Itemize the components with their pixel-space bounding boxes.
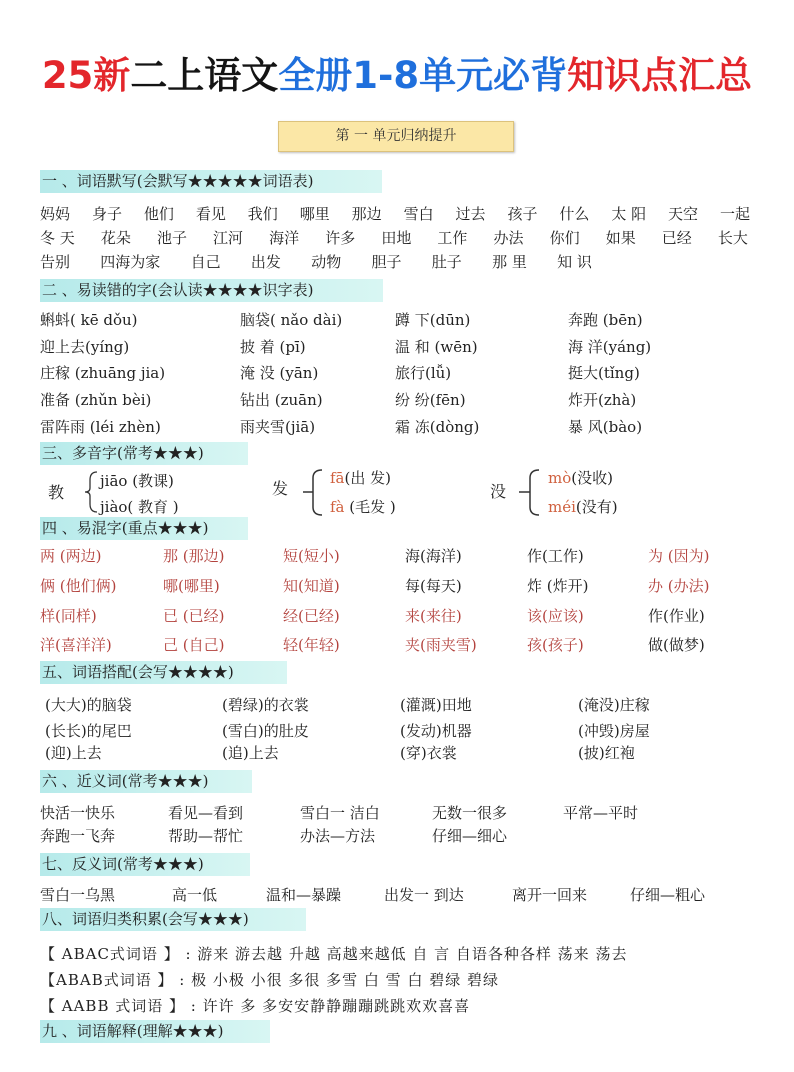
confusable-char: 两 (两边): [40, 547, 102, 565]
vocab-word: 什么: [559, 205, 590, 223]
polyphone-char-fa: 发: [272, 479, 289, 498]
collocation: (披)红袍: [578, 744, 635, 762]
example-word: (毛发 ): [344, 498, 396, 516]
word-pattern-line: [40, 944, 627, 964]
confusable-row-4: [40, 635, 758, 655]
synonym-pair: 奔跑一飞奔: [40, 827, 116, 845]
polyphone-reading: [330, 497, 396, 517]
confusable-char: 来(来往): [405, 607, 462, 625]
confusable-char: 夹(雨夹雪): [405, 636, 477, 654]
confusable-char: 俩 (他们俩): [40, 577, 117, 595]
polyphone-reading: [330, 468, 391, 488]
confusable-char: 该(应该): [527, 607, 584, 625]
confusable-char: 孩(孩子): [527, 636, 584, 654]
confusable-row-1: [40, 546, 758, 566]
confusable-char: 每(每天): [405, 577, 462, 595]
confusable-row-3: [40, 606, 758, 626]
confusable-char: 经(已经): [283, 607, 340, 625]
word-pattern-line: [40, 970, 499, 990]
antonym-pair: 出发一 到达: [384, 886, 464, 904]
synonym-row-2: [40, 826, 713, 846]
dictation-line-1: [40, 204, 750, 224]
collocation: (发动)机器: [400, 722, 472, 740]
confusable-char: 炸 (炸开): [527, 577, 589, 595]
collocation: (冲毁)房屋: [578, 722, 650, 740]
bracket-mei: [519, 470, 539, 515]
synonym-pair: 看见—看到: [168, 804, 244, 822]
synonym-pair: 雪白一 洁白: [300, 804, 380, 822]
collocation: (淹没)庄稼: [578, 696, 650, 714]
section-heading-word-patterns: 八、词语归类积累(会写★★★): [40, 908, 306, 931]
confusable-char: 哪(哪里): [163, 577, 220, 595]
vocab-word: 四海为家: [100, 253, 161, 271]
pinyin: fà: [330, 498, 345, 516]
collocation-row-3: [45, 743, 748, 763]
vocab-word: 你们: [549, 229, 580, 247]
pinyin-entry: 温 和 (wēn): [395, 338, 478, 356]
polyphone-char-mei: 没: [490, 482, 507, 501]
vocab-word: 知 识: [557, 253, 592, 271]
word-pattern-label: 【 AABB 式词语 】: [40, 997, 186, 1015]
vocab-word: 看见: [195, 205, 226, 223]
confusable-char: 轻(年轻): [283, 636, 340, 654]
pinyin-entry: 雷阵雨 (léi zhèn): [40, 418, 161, 436]
vocab-word: 哪里: [299, 205, 330, 223]
confusable-char: 作(作业): [648, 607, 705, 625]
title-part-summary: 知识点汇总: [567, 54, 753, 97]
section-heading-pronunciation: 二 、易读错的字(会认读★★★★识字表): [40, 279, 383, 302]
vocab-word: 一起: [719, 205, 750, 223]
example-word: (没收): [571, 469, 613, 487]
vocab-word: 江河: [213, 229, 244, 247]
dictation-line-2: [40, 228, 748, 248]
vocab-word: 工作: [437, 229, 468, 247]
pinyin-entry: 准备 (zhǔn bèi): [40, 391, 152, 409]
vocab-word: 告别: [40, 253, 71, 271]
unit-title-box: 第 一 单元归纳提升: [278, 121, 514, 152]
pinyin: méi: [548, 498, 576, 516]
section-heading-confusables: 四 、易混字(重点★★★): [40, 517, 248, 540]
pinyin-entry: 奔跑 (bēn): [568, 311, 643, 329]
polyphone-reading: jiāo (教课): [100, 472, 174, 490]
vocab-word: 花朵: [100, 229, 131, 247]
antonym-pair: 高一低: [172, 886, 218, 904]
pinyin-entry: 蝌蚪( kē dǒu): [40, 311, 138, 329]
pinyin-entry: 披 着 (pī): [240, 338, 306, 356]
pinyin-entry: 淹 没 (yān): [240, 364, 319, 382]
vocab-word: 天空: [668, 205, 699, 223]
vocab-word: 肚子: [431, 253, 462, 271]
page-title: [0, 52, 794, 100]
antonym-pair: 仔细—粗心: [630, 886, 706, 904]
dictation-line-3: [40, 252, 592, 272]
pinyin-entry: 炸开(zhà): [568, 391, 637, 409]
pinyin-entry: 迎上去(yíng): [40, 338, 130, 356]
vocab-word: 那边: [351, 205, 382, 223]
polyphone-reading: [548, 468, 613, 488]
vocab-word: 孩子: [507, 205, 538, 223]
pronunciation-row-3: [40, 363, 728, 383]
collocation: (大大)的脑袋: [45, 696, 132, 714]
bracket-fa: [303, 470, 322, 515]
pronunciation-row-2: [40, 337, 728, 357]
vocab-word: 过去: [455, 205, 486, 223]
word-pattern-label: 【ABAB式词语 】: [40, 971, 174, 989]
pinyin-entry: 暴 风(bào): [568, 418, 643, 436]
pinyin-entry: 庄稼 (zhuāng jia): [40, 364, 166, 382]
section-heading-word-explanations: 九 、词语解释(理解★★★): [40, 1020, 270, 1043]
pronunciation-row-5: [40, 417, 728, 437]
section-heading-antonyms: 七、反义词(常考★★★): [40, 853, 250, 876]
pinyin-entry: 挺大(tǐng): [568, 364, 640, 382]
pinyin-entry: 蹲 下(dūn): [395, 311, 471, 329]
vocab-word: 如果: [605, 229, 636, 247]
confusable-char: 己 (自己): [163, 636, 225, 654]
title-part-grade: 二上语文: [130, 54, 279, 97]
vocab-word: 长大: [717, 229, 748, 247]
confusable-row-2: [40, 576, 758, 596]
confusable-char: 办 (办法): [648, 577, 710, 595]
confusable-char: 短(短小): [283, 547, 340, 565]
synonym-pair: 帮助—帮忙: [168, 827, 244, 845]
word-pattern-examples: : 许许 多 多安安静静蹦蹦跳跳欢欢喜喜: [185, 997, 471, 1015]
example-word: (出 发): [344, 469, 391, 487]
vocab-word: 妈妈: [40, 205, 71, 223]
pronunciation-row-4: [40, 390, 728, 410]
collocation: (穿)衣裳: [400, 744, 457, 762]
confusable-char: 样(同样): [40, 607, 97, 625]
antonym-pair: 离开一回来: [512, 886, 588, 904]
confusable-char: 做(做梦): [648, 636, 705, 654]
vocab-word: 胆子: [371, 253, 402, 271]
vocab-word: 已经: [661, 229, 692, 247]
antonym-pair: 温和—暴躁: [266, 886, 342, 904]
antonym-pair: 雪白一乌黑: [40, 886, 116, 904]
confusable-char: 为 (因为): [648, 547, 710, 565]
synonym-pair: 快活一快乐: [40, 804, 116, 822]
confusable-char: 知(知道): [283, 577, 340, 595]
synonym-pair: 仔细—细心: [432, 827, 508, 845]
word-pattern-label: 【 ABAC式词语 】: [40, 945, 180, 963]
polyphone-reading: jiào( 教育 ): [100, 498, 179, 516]
polyphone-char-jiao: 教: [48, 483, 65, 502]
pinyin-entry: 钻出 (zuān): [240, 391, 323, 409]
collocation: (碧绿)的衣裳: [222, 696, 309, 714]
vocab-word: 他们: [143, 205, 174, 223]
collocation: (长长)的尾巴: [45, 722, 132, 740]
vocab-word: 冬 天: [40, 229, 75, 247]
vocab-word: 池子: [156, 229, 187, 247]
pinyin-entry: 霜 冻(dòng): [395, 418, 480, 436]
vocab-word: 太 阳: [611, 205, 647, 223]
confusable-char: 已 (已经): [163, 607, 225, 625]
collocation-row-1: [45, 695, 748, 715]
pinyin-entry: 雨夹雪(jiā): [240, 418, 316, 436]
synonym-row-1: [40, 803, 713, 823]
synonym-pair: 无数一很多: [432, 804, 508, 822]
section-heading-synonyms: 六 、近义词(常考★★★): [40, 770, 252, 793]
vocab-word: 出发: [250, 253, 281, 271]
antonym-row-1: [40, 885, 750, 905]
vocab-word: 办法: [493, 229, 524, 247]
pinyin: mò: [548, 469, 572, 487]
pronunciation-row-1: [40, 310, 728, 330]
collocation: (追)上去: [222, 744, 279, 762]
confusable-char: 洋(喜洋洋): [40, 636, 112, 654]
vocab-word: 自己: [190, 253, 221, 271]
synonym-pair: 平常—平时: [563, 804, 639, 822]
vocab-word: 许多: [325, 229, 356, 247]
vocab-word: 我们: [247, 205, 278, 223]
vocab-word: 雪白: [403, 205, 434, 223]
pinyin-entry: 海 洋(yáng): [568, 338, 652, 356]
word-pattern-examples: : 游来 游去越 升越 高越来越低 自 言 自语各种各样 荡来 荡去: [179, 945, 628, 963]
vocab-word: 海洋: [269, 229, 300, 247]
brace-jiao: [85, 472, 97, 512]
collocation-row-2: [45, 721, 748, 741]
vocab-word: 那 里: [492, 253, 527, 271]
word-pattern-examples: : 极 小极 小很 多很 多雪 白 雪 白 碧绿 碧绿: [173, 971, 499, 989]
confusable-char: 海(海洋): [405, 547, 462, 565]
section-heading-dictation: 一 、词语默写(会默写★★★★★词语表): [40, 170, 382, 193]
vocab-word: 动物: [311, 253, 342, 271]
confusable-char: 那 (那边): [163, 547, 225, 565]
collocation: (灌溉)田地: [400, 696, 472, 714]
pinyin-entry: 脑袋( nǎo dài): [240, 311, 343, 329]
pinyin: fā: [330, 469, 345, 487]
example-word: (没有): [575, 498, 618, 516]
section-heading-polyphones: 三、多音字(常考★★★): [40, 442, 248, 465]
collocation: (迎)上去: [45, 744, 102, 762]
section-heading-collocations: 五、词语搭配(会写★★★★): [40, 661, 287, 684]
vocab-word: 身子: [91, 205, 122, 223]
title-part-scope: 全册1-8单元必背: [278, 54, 568, 97]
pinyin-entry: 纷 纷(fēn): [395, 391, 466, 409]
word-pattern-line: [40, 996, 470, 1016]
vocab-word: 田地: [381, 229, 412, 247]
title-part-year: 25新: [41, 54, 131, 97]
collocation: (雪白)的肚皮: [222, 722, 309, 740]
synonym-pair: 办法—方法: [300, 827, 376, 845]
polyphone-reading: [548, 497, 618, 517]
pinyin-entry: 旅行(lǚ): [395, 364, 452, 382]
confusable-char: 作(工作): [527, 547, 584, 565]
